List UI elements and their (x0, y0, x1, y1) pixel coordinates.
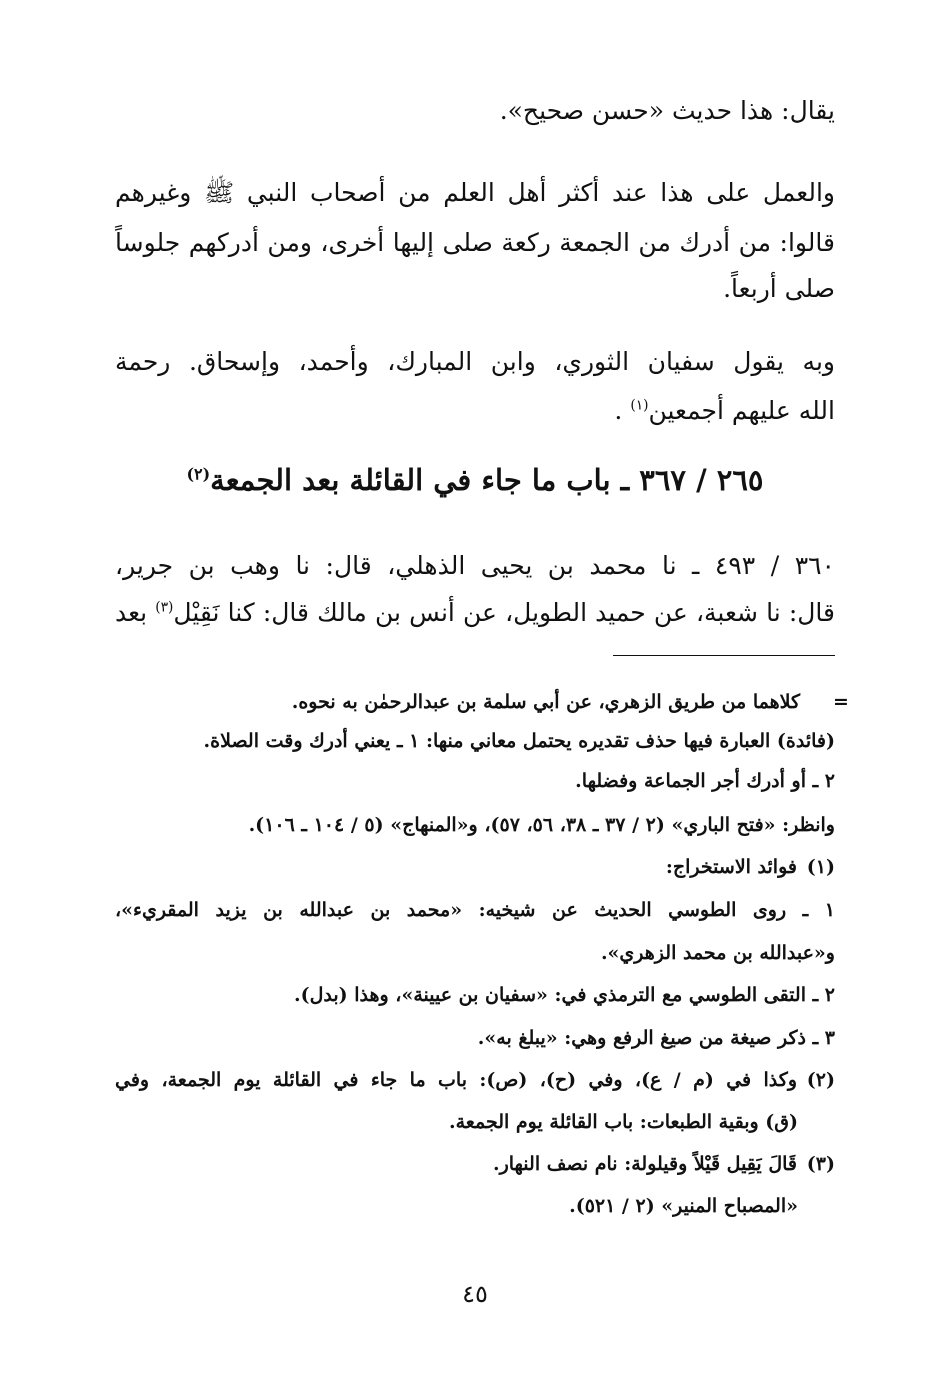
footnote-1-title: فوائد الاستخراج: (665, 856, 797, 878)
footnote-ref-2: (٢) (186, 464, 211, 484)
footnote-ref-1: (١) (630, 397, 649, 414)
footnote-2-text-1: وكذا في (م / ع)، وفي (ح)، (ص): باب ما جاء في القائلة يوم الجمعة، وفي (115, 1069, 797, 1091)
hadith-line-2-start: قال: نا شعبة، عن حميد الطويل، عن أنس بن مالك قال: كنا نَقِيْل (173, 598, 835, 627)
footnote-cont-line-1: كلاهما من طريق الزهري، عن أبي سلمة بن عبدالرحمٰن به نحوه. (291, 691, 800, 713)
footnote-cont-line-3: ٢ ـ أو أدرك أجر الجماعة وفضلها. (575, 770, 835, 792)
body-line-1: يقال: هذا حديث «حسن صحيح». (499, 96, 835, 125)
footnote-3-number: (٣) (806, 1153, 835, 1175)
footnote-1-title-line (115, 853, 835, 881)
footnote-2-line-2: (ق) وبقية الطبعات: باب القائلة يوم الجمعة. (449, 1111, 798, 1133)
body-line-4: صلى أربعاً. (723, 274, 835, 303)
body-line-2: والعمل على هذا عند أكثر أهل العلم من أصحاب النبي ﷺ وغيرهم (115, 178, 835, 207)
footnote-1-number: (١) (806, 856, 835, 878)
body-line-6-text: الله عليهم أجمعين (648, 396, 835, 425)
footnote-cont-line-4: وانظر: «فتح الباري» (٢ / ٣٧ ـ ٣٨، ٥٦، ٥٧)، و«المنهاج» (٥ / ١٠٤ ـ ١٠٦). (248, 814, 835, 836)
body-line-3: قالوا: من أدرك من الجمعة ركعة صلى إليها أخرى، ومن أدركهم جلوساً (115, 228, 835, 257)
hadith-line-2-end: بعد (115, 598, 156, 627)
body-line-6-end: . (614, 396, 631, 425)
footnote-2-line-1 (115, 1066, 835, 1094)
footnote-1-line-1: ١ ـ روى الطوسي الحديث عن شيخيه: «محمد بن عبدالله بن يزيد المقريء»، (115, 899, 835, 921)
footnote-1-line-3: ٢ ـ التقى الطوسي مع الترمذي في: «سفيان بن عيينة»، وهذا (بدل). (293, 984, 835, 1006)
body-line-5: وبه يقول سفيان الثوري، وابن المبارك، وأحمد، وإسحاق. رحمة (115, 347, 835, 376)
chapter-heading (0, 460, 950, 500)
footnote-1-line-2: و«عبدالله بن محمد الزهري». (600, 942, 835, 964)
body-line-6 (115, 394, 835, 428)
hadith-line-2 (115, 596, 835, 630)
footnote-3-line-2: «المصباح المنير» (٢ / ٥٢١). (569, 1195, 798, 1217)
footnote-3-text-1: قَالَ يَقِيل قَيْلاً وقيلولة: نام نصف النهار. (492, 1153, 797, 1175)
hadith-line-1: ٣٦٠ / ٤٩٣ ـ نا محمد بن يحيى الذهلي، قال: نا وهب بن جرير، (115, 551, 835, 580)
continuation-mark: = (833, 691, 849, 713)
footnote-cont-line-2: (فائدة) العبارة فيها حذف تقديره يحتمل معاني منها: ١ ـ يعني أدرك وقت الصلاة. (203, 730, 835, 752)
chapter-heading-text: ٢٦٥ / ٣٦٧ ـ باب ما جاء في القائلة بعد الجمعة (210, 463, 764, 497)
footnote-separator (613, 655, 835, 656)
footnote-ref-3: (٣) (155, 599, 174, 616)
footnote-1-line-4: ٣ ـ ذكر صيغة من صيغ الرفع وهي: «يبلغ به». (477, 1027, 835, 1049)
footnote-3-line-1 (115, 1150, 835, 1178)
footnote-2-number: (٢) (806, 1069, 835, 1091)
page-number: ٤٥ (462, 1280, 488, 1308)
